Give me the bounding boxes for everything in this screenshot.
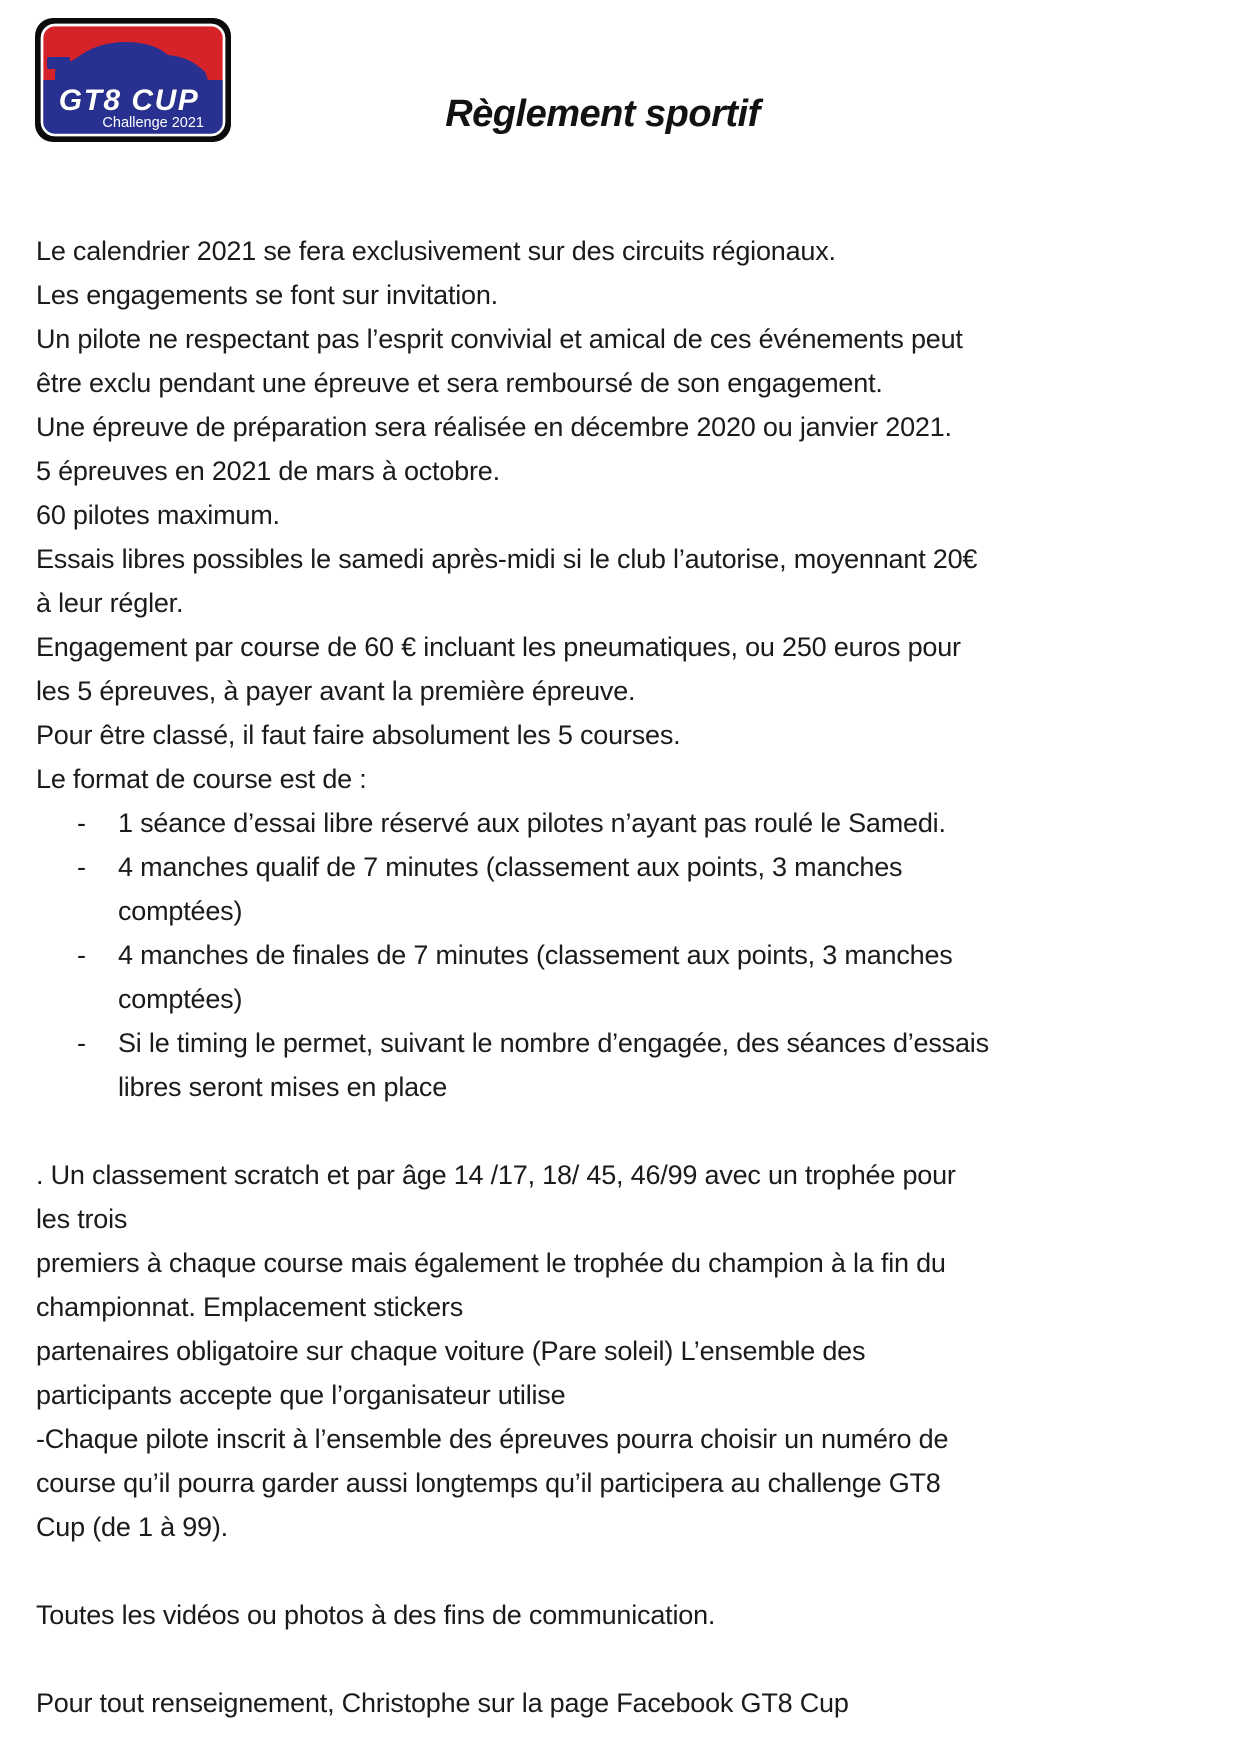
bullet-dash: - xyxy=(77,852,86,882)
text-line: championnat. Emplacement stickers xyxy=(36,1292,464,1322)
text-line: Toutes les vidéos ou photos à des fins de communication. xyxy=(36,1600,716,1630)
text-line: Essais libres possibles le samedi après-midi si le club l’autorise, moyennant 20€ xyxy=(36,544,978,574)
text-line: les 5 épreuves, à payer avant la première épreuve. xyxy=(36,676,636,706)
text-line: . Un classement scratch et par âge 14 /17, 18/ 45, 46/99 avec un trophée pour xyxy=(36,1160,956,1190)
text-line: Pour être classé, il faut faire absolument les 5 courses. xyxy=(36,720,681,750)
logo-title: GT8 CUP xyxy=(58,84,200,117)
blank-line xyxy=(36,1109,1216,1153)
text-line: Le calendrier 2021 se fera exclusivement sur des circuits régionaux. xyxy=(36,236,836,266)
logo-subtitle: Challenge 2021 xyxy=(102,115,204,131)
text-line: partenaires obligatoire sur chaque voiture (Pare soleil) L’ensemble des xyxy=(36,1336,866,1366)
text-line: participants accepte que l’organisateur utilise xyxy=(36,1380,566,1410)
text-line: Un pilote ne respectant pas l’esprit convivial et amical de ces événements peut xyxy=(36,324,963,354)
bullet-dash: - xyxy=(77,808,86,838)
blank-line xyxy=(36,1637,1216,1681)
text-line: Une épreuve de préparation sera réalisée en décembre 2020 ou janvier 2021. xyxy=(36,412,952,442)
text-line: les trois xyxy=(36,1204,128,1234)
text-line: 5 épreuves en 2021 de mars à octobre. xyxy=(36,456,500,486)
bullet-text: Si le timing le permet, suivant le nombre d’engagée, des séances d’essais xyxy=(118,1028,989,1058)
bullet-text-continuation: comptées) xyxy=(118,984,243,1014)
text-line: à leur régler. xyxy=(36,588,184,618)
text-line: premiers à chaque course mais également le trophée du champion à la fin du xyxy=(36,1248,946,1278)
bullet-text-continuation: libres seront mises en place xyxy=(118,1072,448,1102)
bullet-dash: - xyxy=(77,1028,86,1058)
text-line: Pour tout renseignement, Christophe sur la page Facebook GT8 Cup xyxy=(36,1688,849,1718)
bullet-dash: - xyxy=(77,940,86,970)
text-line: être exclu pendant une épreuve et sera remboursé de son engagement. xyxy=(36,368,883,398)
bullet-text: 4 manches qualif de 7 minutes (classement aux points, 3 manches xyxy=(118,852,903,882)
bullet-item xyxy=(36,845,1216,889)
text-line: Les engagements se font sur invitation. xyxy=(36,280,498,310)
text-line: 60 pilotes maximum. xyxy=(36,500,280,530)
blank-line xyxy=(36,1549,1216,1593)
bullet-text-continuation: comptées) xyxy=(118,896,243,926)
text-line: -Chaque pilote inscrit à l’ensemble des épreuves pourra choisir un numéro de xyxy=(36,1424,949,1454)
text-line: Engagement par course de 60 € incluant les pneumatiques, ou 250 euros pour xyxy=(36,632,961,662)
text-line: Le format de course est de : xyxy=(36,764,367,794)
bullet-item xyxy=(36,801,1216,845)
bullet-text: 4 manches de finales de 7 minutes (classement aux points, 3 manches xyxy=(118,940,953,970)
bullet-item xyxy=(36,933,1216,977)
text-line: Cup (de 1 à 99). xyxy=(36,1512,228,1542)
document-body xyxy=(36,229,1216,1725)
text-line: course qu’il pourra garder aussi longtemps qu’il participera au challenge GT8 xyxy=(36,1468,941,1498)
bullet-text: 1 séance d’essai libre réservé aux pilotes n’ayant pas roulé le Samedi. xyxy=(118,808,946,838)
page-title: Règlement sportif xyxy=(445,93,760,135)
bullet-item xyxy=(36,1021,1216,1065)
